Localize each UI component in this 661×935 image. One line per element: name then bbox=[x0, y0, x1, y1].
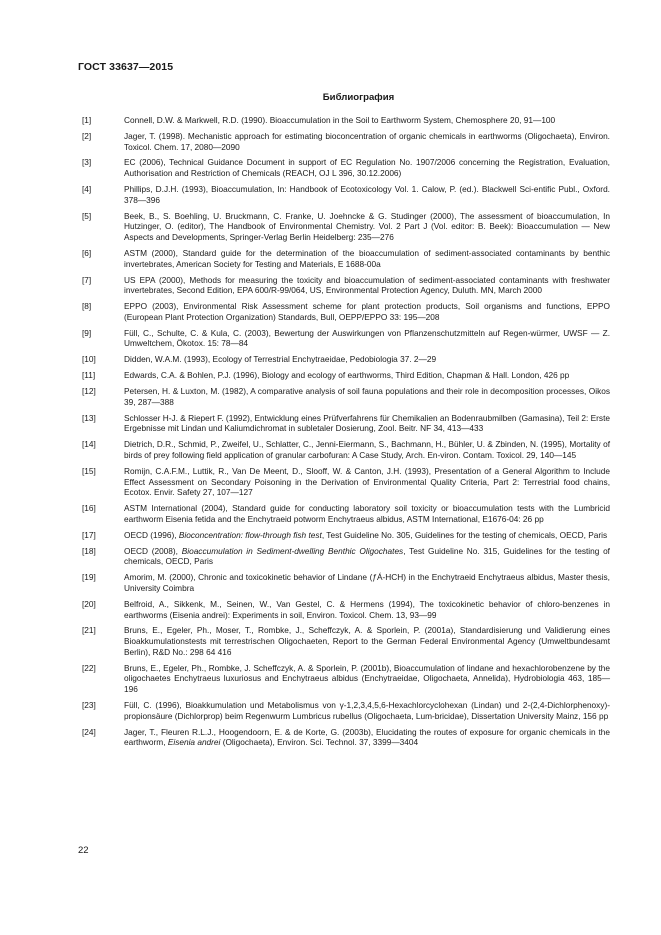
reference-item bbox=[82, 248, 610, 269]
reference-item bbox=[82, 370, 610, 381]
reference-text-part: Belfroid, A., Sikkenk, M., Seinen, W., Van Gestel, C. & Hermens (1994), The toxicokinetic behavior of chloro-benzenes in earthworms (Eisenia andrei): Experiments in soil, Environ. Toxicol. Chem. 13, 93—99 bbox=[124, 598, 610, 620]
reference-text-part: Jager, T., Fleuren R.L.J., Hoogendoorn, E. & de Korte, G. (2003b), Elucidating the routes of exposure for organic chemicals in the earthworm, bbox=[124, 726, 610, 748]
reference-number: [16] bbox=[82, 503, 96, 514]
reference-italic-title: Bioconcentration: flow-through fish test bbox=[178, 529, 322, 540]
reference-item bbox=[82, 413, 610, 434]
reference-text-part: EC (2006), Technical Guidance Document in support of EC Regulation No. 1907/2006 concerning the Registration, Evaluation, Authorisation and Restriction of Chemicals (REACH, OJ L 396, 30.12.2006) bbox=[124, 157, 610, 179]
standard-header: ГОСТ 33637—2015 bbox=[78, 61, 174, 73]
reference-item bbox=[82, 211, 610, 243]
reference-text bbox=[124, 328, 610, 349]
reference-item bbox=[82, 663, 610, 695]
reference-text bbox=[124, 184, 610, 205]
reference-text bbox=[124, 599, 610, 620]
reference-number: [19] bbox=[82, 572, 96, 583]
reference-text-part: Didden, W.A.M. (1993), Ecology of Terrestrial Enchytraeidae, Pedobiologia 37. 2—29 bbox=[124, 354, 437, 365]
reference-italic-title: Eisenia andrei bbox=[167, 737, 221, 748]
reference-text bbox=[124, 157, 610, 178]
reference-number: [7] bbox=[82, 274, 92, 285]
reference-item bbox=[82, 599, 610, 620]
reference-text-part: Jager, T. (1998). Mechanistic approach for estimating bioconcentration of organic chemicals in earthworms (Oligochaeta), Environ. Toxicol. Chem. 17, 2080—2090 bbox=[124, 130, 610, 152]
reference-item bbox=[82, 466, 610, 498]
reference-text bbox=[124, 625, 610, 657]
reference-text-part: Füll, C. (1996), Bioakkumulation und Metabolismus von γ-1,2,3,4,5,6-Hexachlorcyclohexan (Lindan) und 2-(2,4-Dichlorphenoxy)-propionsäure (Dichlorprop) beim Regenwurm Lumbricus rubellus (Oligochaeta, Lum-bricidae), Dissertation University Mainz, 156 pp bbox=[124, 700, 610, 721]
reference-item bbox=[82, 727, 610, 748]
reference-number: [3] bbox=[82, 157, 92, 168]
reference-item bbox=[82, 131, 610, 152]
reference-item bbox=[82, 157, 610, 178]
reference-number: [14] bbox=[82, 439, 96, 450]
reference-text-part: Füll, C., Schulte, C. & Kula, C. (2003), Bewertung der Auswirkungen von Pflanzenschutzmitteln auf Regen-würmer, UWSF — Z. Umweltchem, Ökotox. 15: 78—84 bbox=[124, 327, 610, 349]
reference-text-part: ASTM (2000), Standard guide for the determination of the bioaccumulation of sediment-associated contaminants by benthic invertebrates, American Society for Testing and Materials, E 1688-00a bbox=[124, 247, 610, 269]
reference-italic-title: Bioaccumulation in Sediment-dwelling Benthic Oligochates bbox=[181, 545, 404, 556]
reference-text bbox=[124, 354, 610, 365]
reference-text-part: Beek, B., S. Boehling, U. Bruckmann, C. Franke, U. Joehncke & G. Studinger (2000), The assessment of bioaccumulation, In Hutzinger, O. (editor), The Handbook of Environmental Chemistry. Vol. 2 Part J (Vol. editor: B. Beek): Bioaccumulation — New Aspects and Developments, Springer-Verlag Berlin Heidelberg: 235—276 bbox=[124, 210, 610, 243]
reference-number: [21] bbox=[82, 625, 96, 636]
reference-text bbox=[124, 727, 610, 748]
reference-number: [15] bbox=[82, 465, 96, 476]
reference-text bbox=[124, 131, 610, 152]
reference-text-part: Connell, D.W. & Markwell, R.D. (1990). Bioaccumulation in the Soil to Earthworm System, Chemosphere 20, 91—100 bbox=[124, 115, 556, 125]
reference-text-part: OECD (1996), bbox=[124, 529, 179, 540]
bibliography-title: Библиография bbox=[322, 92, 395, 103]
reference-item bbox=[82, 546, 610, 567]
reference-number: [24] bbox=[82, 726, 96, 737]
reference-item bbox=[82, 530, 610, 541]
reference-text-part: Bruns, E., Egeler, Ph., Moser, T., Rombke, J., Scheffczyk, A. & Sporlein, P. (2001a), Standardisierung und Validierung eines Bioakkumulationstests mit terrestrischen Oligochaeten, Report to the German Federal Environmental Agency (Umweltbundesamt Berlin), R&D No.: 298 64 416 bbox=[124, 625, 610, 657]
reference-item bbox=[82, 386, 610, 407]
reference-text bbox=[124, 530, 610, 541]
reference-text-part: EPPO (2003), Environmental Risk Assessment scheme for plant protection products, Soil organisms and functions, EPPO (European Plant Protection Organization) Standards, Bull, OEPP/EPPO 33: 195—208 bbox=[124, 301, 610, 322]
reference-text bbox=[124, 413, 610, 434]
reference-number: [23] bbox=[82, 700, 96, 711]
reference-item bbox=[82, 275, 610, 296]
reference-number: [13] bbox=[82, 412, 96, 423]
reference-number: [22] bbox=[82, 662, 96, 673]
reference-number: [20] bbox=[82, 598, 96, 609]
reference-text bbox=[124, 466, 610, 498]
reference-text bbox=[124, 439, 610, 460]
reference-number: [12] bbox=[82, 386, 96, 397]
reference-text bbox=[124, 115, 610, 126]
reference-item bbox=[82, 184, 610, 205]
reference-text-part: , Test Guideline No. 315, Guidelines for the testing of chemicals, OECD, Paris bbox=[124, 545, 610, 567]
reference-item bbox=[82, 301, 610, 322]
reference-text-part: ASTM International (2004), Standard guide for conducting laboratory soil toxicity or bioaccumulation tests with the Lumbricid earthworm Eisenia fetida and the Enchytraeid potworm Enchytraeus albidus, ASTM International, E1676-04: 26 pp bbox=[124, 503, 610, 524]
reference-number: [6] bbox=[82, 247, 92, 258]
reference-text bbox=[124, 275, 610, 296]
reference-text bbox=[124, 503, 610, 524]
reference-number: [4] bbox=[82, 184, 92, 195]
reference-text-part: OECD (2008), bbox=[124, 545, 182, 556]
reference-item bbox=[82, 115, 610, 126]
reference-text-part: Phillips, D.J.H. (1993), Bioaccumulation, In: Handbook of Ecotoxicology Vol. 1. Calow, P. (ed.). Blackwell Sci-entific Publ., Oxford. 378—396 bbox=[124, 184, 610, 205]
reference-number: [11] bbox=[82, 370, 96, 381]
reference-text-part: (Oligochaeta), Environ. Sci. Technol. 37, 3399—3404 bbox=[220, 737, 419, 748]
reference-number: [2] bbox=[82, 130, 92, 141]
page-number: 22 bbox=[78, 845, 89, 856]
reference-number: [10] bbox=[82, 354, 96, 365]
reference-text bbox=[124, 663, 610, 695]
reference-text bbox=[124, 386, 610, 407]
reference-number: [9] bbox=[82, 327, 92, 338]
reference-text-part: Amorim, M. (2000), Chronic and toxicokinetic behavior of Lindane (ƒÁ-HCH) in the Enchytraeid Enchytraeus albidus, Master thesis, University Coimbra bbox=[124, 572, 610, 593]
reference-item bbox=[82, 354, 610, 365]
reference-number: [17] bbox=[82, 529, 96, 540]
reference-text-part: , Test Guideline No. 305, Guidelines for the testing of chemicals, OECD, Paris bbox=[321, 529, 608, 540]
reference-number: [8] bbox=[82, 301, 92, 312]
reference-text-part: Romijn, C.A.F.M., Luttik, R., Van De Meent, D., Slooff, W. & Canton, J.H. (1993), Presentation of a General Algorithm to Include Effect Assessment on Secondary Poisoning in the Derivation of Environmental Quality Criteria, Part 2: Terrestrial food chains, Ecotox. Envir. Safety 27, 107—127 bbox=[124, 465, 610, 498]
reference-item bbox=[82, 328, 610, 349]
reference-text-part: Dietrich, D.R., Schmid, P., Zweifel, U., Schlatter, C., Jenni-Eiermann, S., Bachmann, H., Bühler, U. & Zbinden, N. (1995), Mortality of birds of prey following field application of granular carbofuran: A Case Study, Arch. En-viron. Contam. Toxicol. 29, 140—145 bbox=[124, 439, 610, 461]
reference-item bbox=[82, 700, 610, 721]
reference-text-part: Bruns, E., Egeler, Ph., Rombke, J. Scheffczyk, A. & Sporlein, P. (2001b), Bioaccumulation of lindane and hexachlorobenzene by the oligochaetes Enchytraeus luxuriosus and Enchytraeus albidus (Enchytraeidae, Oligochaeta, Annelida), Hydrobiologia 463, 185—196 bbox=[124, 662, 610, 695]
reference-item bbox=[82, 439, 610, 460]
reference-text bbox=[124, 301, 610, 322]
reference-number: [18] bbox=[82, 545, 96, 556]
reference-number: [5] bbox=[82, 210, 92, 221]
reference-text bbox=[124, 700, 610, 721]
reference-item bbox=[82, 503, 610, 524]
reference-text-part: Edwards, C.A. & Bohlen, P.J. (1996), Biology and ecology of earthworms, Third Edition, Chapman & Hall. London, 426 pp bbox=[124, 370, 570, 381]
reference-text bbox=[124, 370, 610, 381]
reference-item bbox=[82, 625, 610, 657]
reference-list bbox=[82, 115, 610, 753]
reference-text-part: Petersen, H. & Luxton, M. (1982), A comparative analysis of soil fauna populations and their role in decomposition processes, Oikos 39, 287—388 bbox=[124, 386, 610, 407]
reference-number: [1] bbox=[82, 115, 92, 125]
reference-text bbox=[124, 211, 610, 243]
reference-text bbox=[124, 572, 610, 593]
reference-text bbox=[124, 546, 610, 567]
reference-text-part: Schlosser H-J. & Riepert F. (1992), Entwicklung eines Prüfverfahrens für Chemikalien an Bodenraubmilben (Gamasina), Teil 2: Erste Ergebnisse mit Lindan und Kaliumdichromat in subletaler Dosierung, Zool. Beitr. NF 34, 413—433 bbox=[124, 412, 610, 434]
reference-text-part: US EPA (2000), Methods for measuring the toxicity and bioaccumulation of sediment-associated contaminants with freshwater invertebrates, Second Edition, EPA 600/R-99/064, US, Environmental Protection Agency, Duluth. MN, March 2000 bbox=[124, 274, 610, 296]
reference-text bbox=[124, 248, 610, 269]
reference-item bbox=[82, 572, 610, 593]
